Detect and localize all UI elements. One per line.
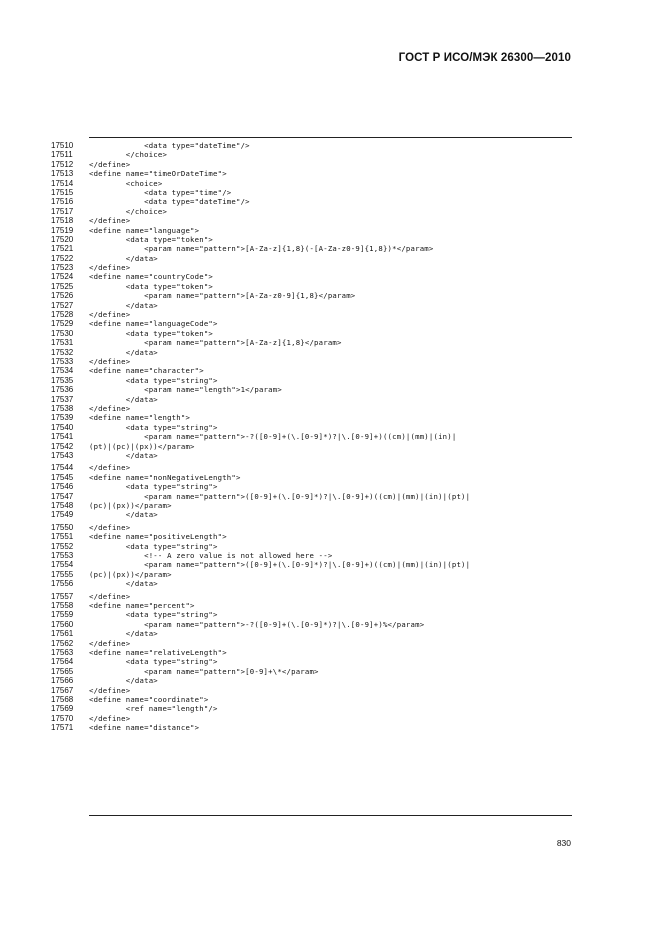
line-number: 17566 — [51, 676, 74, 686]
code-text: <data type="string"> — [89, 541, 218, 551]
code-text: </define> — [89, 263, 131, 273]
line-number: 17564 — [51, 657, 74, 667]
code-text: <define name="coordinate"> — [89, 694, 209, 704]
code-text: </define> — [89, 638, 131, 648]
code-text: <ref name="length"/> — [89, 704, 218, 714]
code-line — [0, 150, 661, 159]
code-text: <param name="pattern">([0-9]+(\.[0-9]*)?|\.[0-9]+)((cm)|(mm)|(in)|(pt)| — [89, 491, 471, 501]
line-number: 17516 — [51, 197, 74, 207]
code-text: </choice> — [89, 206, 168, 216]
code-text: </data> — [89, 394, 158, 404]
code-line — [0, 423, 661, 432]
code-text: </data> — [89, 450, 158, 460]
line-number: 17521 — [51, 244, 74, 254]
code-line — [0, 432, 661, 441]
code-line — [0, 532, 661, 541]
code-line — [0, 207, 661, 216]
code-text: </data> — [89, 347, 158, 357]
code-line — [0, 610, 661, 619]
line-number: 17512 — [51, 159, 74, 169]
code-text: <data type="time"/> — [89, 187, 232, 197]
line-number: 17562 — [51, 638, 74, 648]
code-line — [0, 244, 661, 253]
line-number: 17568 — [51, 694, 74, 704]
code-line — [0, 523, 661, 532]
code-text: <data type="string"> — [89, 375, 218, 385]
code-line — [0, 510, 661, 523]
code-text: </define> — [89, 713, 131, 723]
code-line — [0, 319, 661, 328]
line-number: 17565 — [51, 666, 74, 676]
code-text: <data type="token"> — [89, 234, 214, 244]
code-text: </data> — [89, 253, 158, 263]
code-text: <data type="dateTime"/> — [89, 197, 250, 207]
line-number: 17523 — [51, 263, 74, 273]
code-text: <!-- A zero value is not allowed here --> — [89, 551, 333, 561]
code-line — [0, 169, 661, 178]
line-number: 17554 — [51, 560, 74, 570]
code-line — [0, 338, 661, 347]
code-line — [0, 263, 661, 272]
line-number: 17571 — [51, 723, 74, 733]
line-number: 17520 — [51, 234, 74, 244]
code-line — [0, 442, 661, 451]
code-text: </define> — [89, 463, 131, 473]
line-number: 17524 — [51, 272, 74, 282]
document-header-standard: ГОСТ Р ИСО/МЭК 26300—2010 — [398, 52, 571, 64]
code-text: <param name="pattern">[A-Za-z0-9]{1,8}</param> — [89, 291, 356, 301]
code-line — [0, 291, 661, 300]
line-number: 17569 — [51, 704, 74, 714]
code-text: </define> — [89, 522, 131, 532]
line-number: 17519 — [51, 225, 74, 235]
code-line — [0, 272, 661, 281]
code-text: <data type="string"> — [89, 422, 218, 432]
code-line — [0, 695, 661, 704]
code-text: (pt)|(pc)|(px))</param> — [89, 441, 195, 451]
page-number: 830 — [556, 838, 571, 848]
line-number: 17557 — [51, 591, 74, 601]
code-line — [0, 657, 661, 666]
line-number: 17550 — [51, 522, 74, 532]
code-line — [0, 301, 661, 310]
code-text: <define name="length"> — [89, 413, 191, 423]
code-line — [0, 413, 661, 422]
line-number: 17559 — [51, 610, 74, 620]
code-line — [0, 329, 661, 338]
code-line — [0, 348, 661, 357]
code-line — [0, 648, 661, 657]
code-text: </choice> — [89, 150, 168, 160]
code-line — [0, 620, 661, 629]
line-number: 17560 — [51, 619, 74, 629]
code-text: <define name="distance"> — [89, 723, 200, 733]
line-number: 17540 — [51, 422, 74, 432]
code-text: <data type="string"> — [89, 610, 218, 620]
code-line — [0, 404, 661, 413]
code-text: </data> — [89, 510, 158, 520]
line-number: 17515 — [51, 187, 74, 197]
line-number: 17532 — [51, 347, 74, 357]
line-number: 17513 — [51, 169, 74, 179]
code-line — [0, 639, 661, 648]
code-line — [0, 366, 661, 375]
line-number: 17522 — [51, 253, 74, 263]
line-number: 17548 — [51, 500, 74, 510]
code-text: </data> — [89, 579, 158, 589]
line-number: 17526 — [51, 291, 74, 301]
code-text: </data> — [89, 629, 158, 639]
line-number: 17553 — [51, 551, 74, 561]
line-number: 17536 — [51, 385, 74, 395]
code-text: <param name="pattern">[A-Za-z]{1,8}(-[A-Za-z0-9]{1,8})*</param> — [89, 244, 434, 254]
code-line — [0, 501, 661, 510]
code-text: </data> — [89, 300, 158, 310]
code-text: <define name="percent"> — [89, 601, 195, 611]
code-line — [0, 579, 661, 592]
code-line — [0, 686, 661, 695]
line-number: 17528 — [51, 310, 74, 320]
line-number: 17542 — [51, 441, 74, 451]
code-line — [0, 282, 661, 291]
code-text: <define name="character"> — [89, 366, 204, 376]
code-line — [0, 216, 661, 225]
line-number: 17511 — [51, 150, 73, 160]
line-number: 17558 — [51, 601, 74, 611]
line-number: 17517 — [51, 206, 74, 216]
line-number: 17538 — [51, 403, 74, 413]
code-line — [0, 463, 661, 472]
code-line — [0, 141, 661, 150]
code-text: <param name="pattern">-?([0-9]+(\.[0-9]*)?|\.[0-9]+)%</param> — [89, 619, 425, 629]
code-line — [0, 667, 661, 676]
code-line — [0, 482, 661, 491]
code-line — [0, 385, 661, 394]
line-number: 17551 — [51, 532, 74, 542]
code-line — [0, 254, 661, 263]
line-number: 17530 — [51, 328, 74, 338]
line-number: 17545 — [51, 472, 74, 482]
line-number: 17563 — [51, 648, 74, 658]
line-number: 17547 — [51, 491, 74, 501]
code-text: <data type="token"> — [89, 281, 214, 291]
line-number: 17531 — [51, 338, 74, 348]
line-number: 17567 — [51, 685, 74, 695]
code-text: </define> — [89, 403, 131, 413]
line-number: 17561 — [51, 629, 74, 639]
line-number: 17533 — [51, 356, 74, 366]
code-line — [0, 592, 661, 601]
code-text: <param name="pattern">([0-9]+(\.[0-9]*)?|\.[0-9]+)((cm)|(mm)|(in)|(pt)| — [89, 560, 471, 570]
code-line — [0, 160, 661, 169]
code-text: <param name="pattern">-?([0-9]+(\.[0-9]*)?|\.[0-9]+)((cm)|(mm)|(in)| — [89, 432, 457, 442]
code-line — [0, 473, 661, 482]
line-number: 17555 — [51, 569, 74, 579]
code-line — [0, 376, 661, 385]
code-line — [0, 676, 661, 685]
code-line — [0, 714, 661, 723]
code-listing — [0, 141, 661, 733]
line-number: 17556 — [51, 579, 74, 589]
line-number: 17552 — [51, 541, 74, 551]
code-text: </define> — [89, 591, 131, 601]
code-text: (pc)|(px))</param> — [89, 569, 172, 579]
code-line — [0, 197, 661, 206]
bottom-rule — [89, 815, 572, 816]
code-line — [0, 570, 661, 579]
code-text: </define> — [89, 310, 131, 320]
code-text: <define name="languageCode"> — [89, 319, 218, 329]
line-number: 17525 — [51, 281, 74, 291]
code-text: <data type="dateTime"/> — [89, 141, 250, 150]
code-line — [0, 226, 661, 235]
code-text: <choice> — [89, 178, 163, 188]
code-text: <param name="pattern">[A-Za-z]{1,8}</param> — [89, 338, 342, 348]
code-line — [0, 629, 661, 638]
code-text: <define name="timeOrDateTime"> — [89, 169, 227, 179]
line-number: 17543 — [51, 450, 74, 460]
code-line — [0, 179, 661, 188]
line-number: 17518 — [51, 216, 74, 226]
line-number: 17570 — [51, 713, 74, 723]
code-text: <param name="length">1</param> — [89, 385, 282, 395]
code-text: <define name="relativeLength"> — [89, 648, 227, 658]
line-number: 17539 — [51, 413, 74, 423]
line-number: 17541 — [51, 432, 74, 442]
line-number: 17549 — [51, 510, 74, 520]
code-text: </define> — [89, 685, 131, 695]
code-text: </define> — [89, 159, 131, 169]
line-number: 17527 — [51, 300, 74, 310]
code-line — [0, 310, 661, 319]
top-rule — [89, 137, 572, 138]
code-text: <define name="language"> — [89, 225, 200, 235]
code-text: </data> — [89, 676, 158, 686]
code-line — [0, 188, 661, 197]
code-text: </define> — [89, 216, 131, 226]
code-line — [0, 357, 661, 366]
line-number: 17537 — [51, 394, 74, 404]
line-number: 17529 — [51, 319, 74, 329]
code-text: (pc)|(px))</param> — [89, 500, 172, 510]
code-line — [0, 601, 661, 610]
code-text: <param name="pattern">[0-9]+\*</param> — [89, 666, 319, 676]
code-line — [0, 723, 661, 732]
code-line — [0, 395, 661, 404]
code-line — [0, 492, 661, 501]
code-text: <define name="nonNegativeLength"> — [89, 472, 241, 482]
code-text: <data type="token"> — [89, 328, 214, 338]
line-number: 17546 — [51, 482, 74, 492]
line-number: 17510 — [51, 141, 74, 150]
code-line — [0, 542, 661, 551]
line-number: 17544 — [51, 463, 74, 473]
code-line — [0, 560, 661, 569]
line-number: 17534 — [51, 366, 74, 376]
code-text: <data type="string"> — [89, 482, 218, 492]
code-text: </define> — [89, 356, 131, 366]
code-line — [0, 451, 661, 464]
line-number: 17535 — [51, 375, 74, 385]
code-line — [0, 551, 661, 560]
line-number: 17514 — [51, 178, 74, 188]
code-text: <define name="countryCode"> — [89, 272, 214, 282]
code-line — [0, 704, 661, 713]
code-text: <define name="positiveLength"> — [89, 532, 227, 542]
code-line — [0, 235, 661, 244]
code-text: <data type="string"> — [89, 657, 218, 667]
